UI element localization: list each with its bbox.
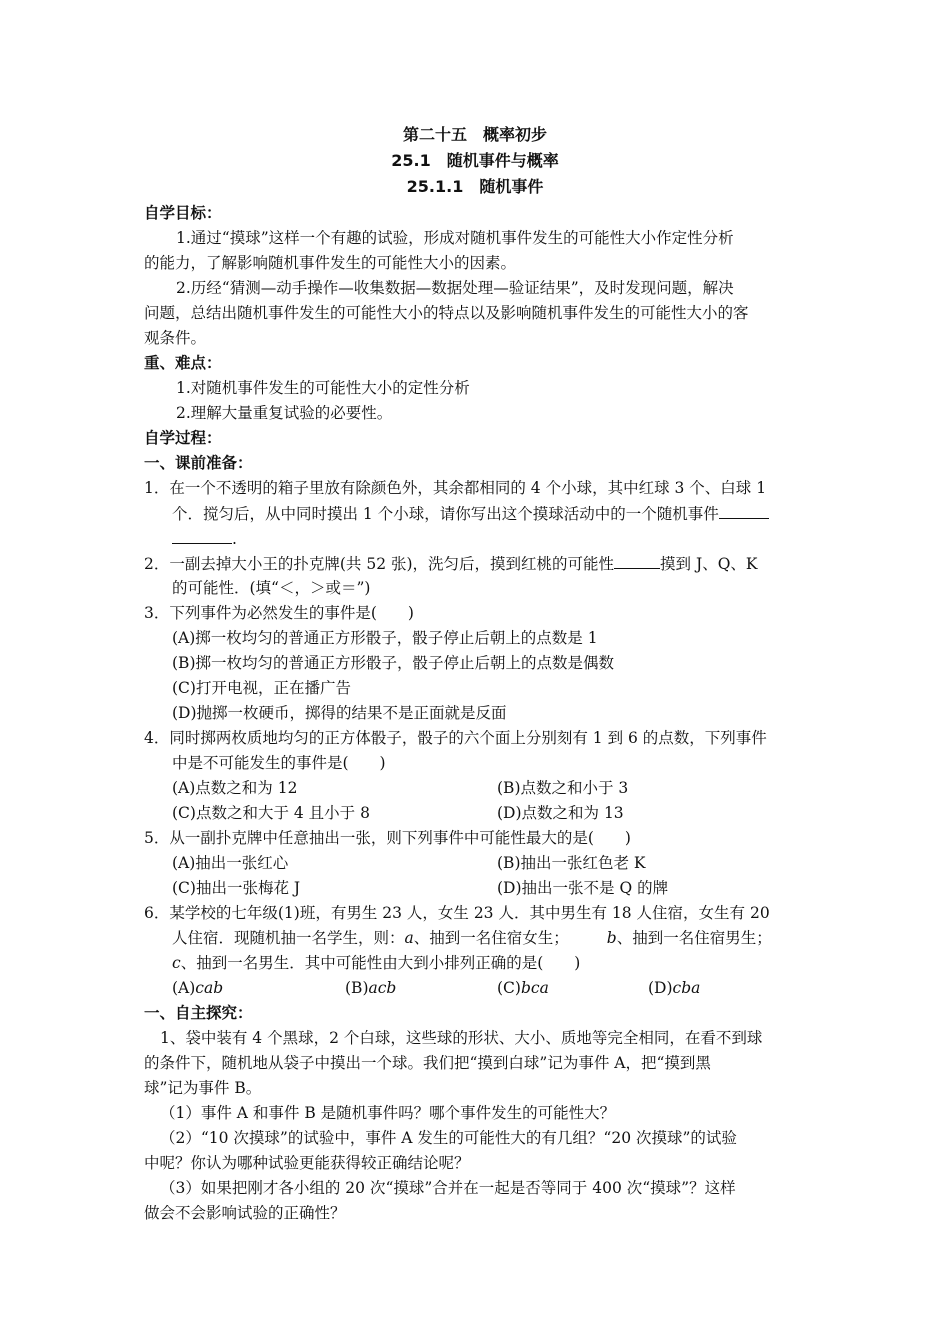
goal-1-line-2: 的能力，了解影响随机事件发生的可能性大小的因素。 bbox=[144, 254, 517, 272]
question-6-var-c: c bbox=[172, 954, 181, 972]
question-6-option-b bbox=[345, 977, 396, 999]
answer-blank-2[interactable] bbox=[614, 552, 660, 569]
subsection-title: 25.1.1 随机事件 bbox=[406, 177, 544, 196]
question-4-option-a: (A)点数之和为 12 bbox=[172, 779, 298, 797]
goal-2-line-3: 观条件。 bbox=[144, 329, 207, 347]
question-6-line-2 bbox=[172, 927, 772, 949]
question-3-option-d: (D)抛掷一枚硬币，掷得的结果不是正面就是反面 bbox=[172, 704, 507, 722]
question-1-line-2 bbox=[172, 502, 769, 524]
option-label: (C) bbox=[497, 979, 521, 997]
question-5: 5．从一副扑克牌中任意抽出一张，则下列事件中可能性最大的是( ) bbox=[144, 829, 631, 847]
chapter-title: 第二十五 概率初步 bbox=[402, 125, 547, 144]
answer-blank-1b[interactable] bbox=[172, 527, 232, 544]
question-2-line-2: 的可能性．(填“＜，＞或＝”) bbox=[172, 579, 371, 597]
question-6-option-a bbox=[172, 977, 223, 999]
option-value: cba bbox=[672, 979, 701, 997]
explore-p1-line-2: 的条件下，随机地从袋子中摸出一个球。我们把“摸到白球”记为事件 A，把“摸到黑 bbox=[144, 1054, 711, 1072]
question-4-option-c: (C)点数之和大于 4 且小于 8 bbox=[172, 804, 370, 822]
question-6-line-3 bbox=[172, 952, 580, 974]
goal-1-line-1: 1.通过“摸球”这样一个有趣的试验，形成对随机事件发生的可能性大小作定性分析 bbox=[176, 229, 734, 247]
question-2-text-a: 2．一副去掉大小王的扑克牌(共 52 张)，洗匀后，摸到红桃的可能性 bbox=[144, 555, 615, 573]
question-1-line-1: 1．在一个不透明的箱子里放有除颜色外，其余都相同的 4 个小球，其中红球 3 个、白球 1 bbox=[144, 479, 767, 497]
option-label: (D) bbox=[648, 979, 673, 997]
question-6-line-1: 6．某学校的七年级(1)班，有男生 23 人，女生 23 人．其中男生有 18 人住宿，女生有 20 bbox=[144, 904, 770, 922]
question-4-line-1: 4．同时掷两枚质地均匀的正方体骰子，骰子的六个面上分别刻有 1 到 6 的点数，下列事件 bbox=[144, 729, 767, 747]
question-1-end: . bbox=[232, 530, 237, 548]
question-6-var-b: b bbox=[606, 929, 617, 947]
option-label: (B) bbox=[345, 979, 369, 997]
goal-2-line-2: 问题，总结出随机事件发生的可能性大小的特点以及影响随机事件发生的可能性大小的客 bbox=[144, 304, 749, 322]
question-6-text-e: 、抽到一名住宿男生； bbox=[616, 929, 772, 947]
question-1-line-3 bbox=[172, 527, 237, 549]
process-heading: 自学过程： bbox=[144, 429, 222, 447]
explore-sub-3-line-2: 做会不会影响试验的正确性？ bbox=[144, 1204, 346, 1222]
question-3-option-a: (A)掷一枚均匀的普通正方形骰子，骰子停止后朝上的点数是 1 bbox=[172, 629, 598, 647]
explore-sub-2-line-1: （2）“10 次摸球”的试验中，事件 A 发生的可能性大的有几组？“20 次摸球”的试验 bbox=[160, 1129, 737, 1147]
question-5-option-a: (A)抽出一张红心 bbox=[172, 854, 289, 872]
explore-sub-1: （1）事件 A 和事件 B 是随机事件吗？哪个事件发生的可能性大？ bbox=[160, 1104, 616, 1122]
option-label: (A) bbox=[172, 979, 196, 997]
question-3-option-b: (B)掷一枚均匀的普通正方形骰子，骰子停止后朝上的点数是偶数 bbox=[172, 654, 614, 672]
question-2-line-1 bbox=[144, 552, 757, 574]
explore-sub-2-line-2: 中呢？你认为哪种试验更能获得较正确结论呢？ bbox=[144, 1154, 470, 1172]
question-4-line-2: 中是不可能发生的事件是( ) bbox=[172, 754, 386, 772]
question-3: 3．下列事件为必然发生的事件是( ) bbox=[144, 604, 414, 622]
question-1-text: 个．搅匀后，从中同时摸出 1 个小球，请你写出这个摸球活动中的一个随机事件 bbox=[172, 505, 719, 523]
question-5-option-b: (B)抽出一张红色老 K bbox=[497, 854, 646, 872]
question-2-text-b: 摸到 J、Q、K bbox=[660, 555, 758, 573]
keypoint-1: 1.对随机事件发生的可能性大小的定性分析 bbox=[176, 379, 470, 397]
question-4-option-d: (D)点数之和为 13 bbox=[497, 804, 624, 822]
question-4-option-b: (B)点数之和小于 3 bbox=[497, 779, 629, 797]
question-6-text-a: 人住宿．现随机抽一名学生，则： bbox=[172, 929, 405, 947]
question-5-option-c: (C)抽出一张梅花 J bbox=[172, 879, 301, 897]
explore-p1-line-1: 1、袋中装有 4 个黑球，2 个白球，这些球的形状、大小、质地等完全相同，在看不到球 bbox=[160, 1029, 763, 1047]
goals-heading: 自学目标： bbox=[144, 204, 222, 222]
keypoint-2: 2.理解大量重复试验的必要性。 bbox=[176, 404, 393, 422]
section-title: 25.1 随机事件与概率 bbox=[391, 151, 559, 170]
question-6-text-c: 、抽到一名住宿女生； bbox=[413, 929, 569, 947]
question-5-option-d: (D)抽出一张不是 Q 的牌 bbox=[497, 879, 669, 897]
question-6-option-c bbox=[497, 977, 549, 999]
question-6-text-f: 、抽到一名男生．其中可能性由大到小排列正确的是( ) bbox=[180, 954, 581, 972]
question-6-var-a: a bbox=[404, 929, 414, 947]
option-value: acb bbox=[368, 979, 397, 997]
option-value: bca bbox=[520, 979, 549, 997]
explore-sub-3-line-1: （3）如果把刚才各小组的 20 次“摸球”合并在一起是否等同于 400 次“摸球”？这样 bbox=[160, 1179, 736, 1197]
keypoints-heading: 重、难点： bbox=[144, 354, 222, 372]
answer-blank-1a[interactable] bbox=[719, 502, 769, 519]
question-6-option-d bbox=[648, 977, 700, 999]
explore-p1-line-3: 球”记为事件 B。 bbox=[144, 1079, 262, 1097]
goal-2-line-1: 2.历经“猜测—动手操作—收集数据—数据处理—验证结果”，及时发现问题，解决 bbox=[176, 279, 734, 297]
prep-heading: 一、课前准备： bbox=[144, 454, 253, 472]
question-3-option-c: (C)打开电视，正在播广告 bbox=[172, 679, 351, 697]
explore-heading: 一、自主探究： bbox=[144, 1004, 253, 1022]
option-value: cab bbox=[195, 979, 224, 997]
